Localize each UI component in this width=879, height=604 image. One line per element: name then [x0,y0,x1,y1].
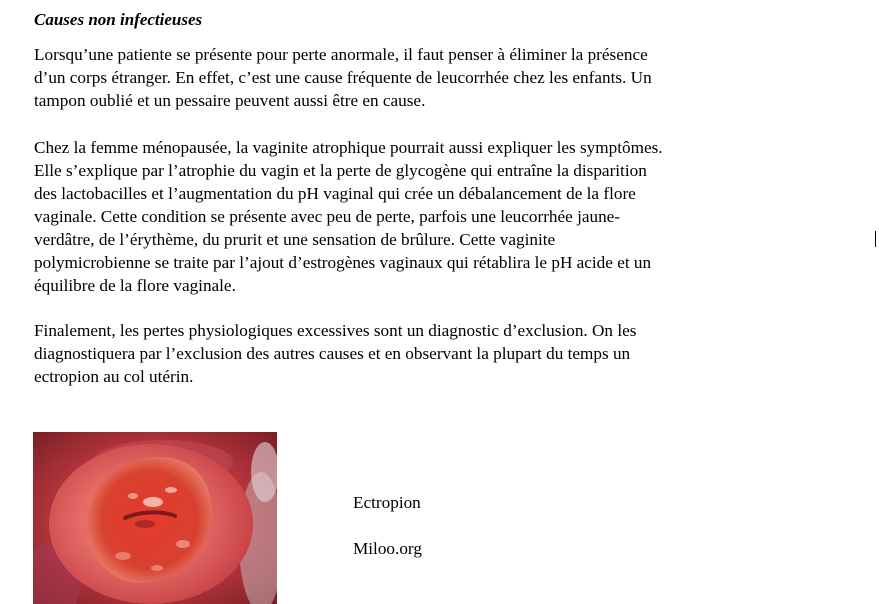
text-line: tampon oublié et un pessaire peuvent aussi être en cause. [34,91,426,110]
figure-caption: Ectropion [353,493,421,512]
figure-source: Miloo.org [353,539,422,558]
paragraph-foreign-body [34,43,824,112]
text-line: verdâtre, de l’érythème, du prurit et une sensation de brûlure. Cette vaginite [34,230,556,249]
text-line: Finalement, les pertes physiologiques excessives sont un diagnostic d’exclusion. On les [34,321,637,340]
text-line: polymicrobienne se traite par l’ajout d’estrogènes vaginaux qui rétablira le pH acide et un [34,253,652,272]
text-line: d’un corps étranger. En effet, c’est une cause fréquente de leucorrhée chez les enfants. Un [34,68,652,87]
text-line: équilibre de la flore vaginale. [34,276,236,295]
text-line: Chez la femme ménopausée, la vaginite atrophique pourrait aussi expliquer les symptômes. [34,138,663,157]
text-cursor [875,231,876,247]
ectropion-photo [33,432,277,604]
text-line: vaginale. Cette condition se présente avec peu de perte, parfois une leucorrhée jaune- [34,207,621,226]
section-heading: Causes non infectieuses [34,10,203,29]
text-line: ectropion au col utérin. [34,367,194,386]
text-line: diagnostiquera par l’exclusion des autres causes et en observant la plupart du temps un [34,344,631,363]
text-line: Elle s’explique par l’atrophie du vagin et la perte de glycogène qui entraîne la disparition [34,161,647,180]
text-line: des lactobacilles et l’augmentation du pH vaginal qui crée un débalancement de la flore [34,184,636,203]
text-line: Lorsqu’une patiente se présente pour perte anormale, il faut penser à éliminer la présence [34,45,648,64]
paragraph-atrophic-vaginitis [34,136,824,297]
paragraph-physiological-discharge [34,319,824,388]
